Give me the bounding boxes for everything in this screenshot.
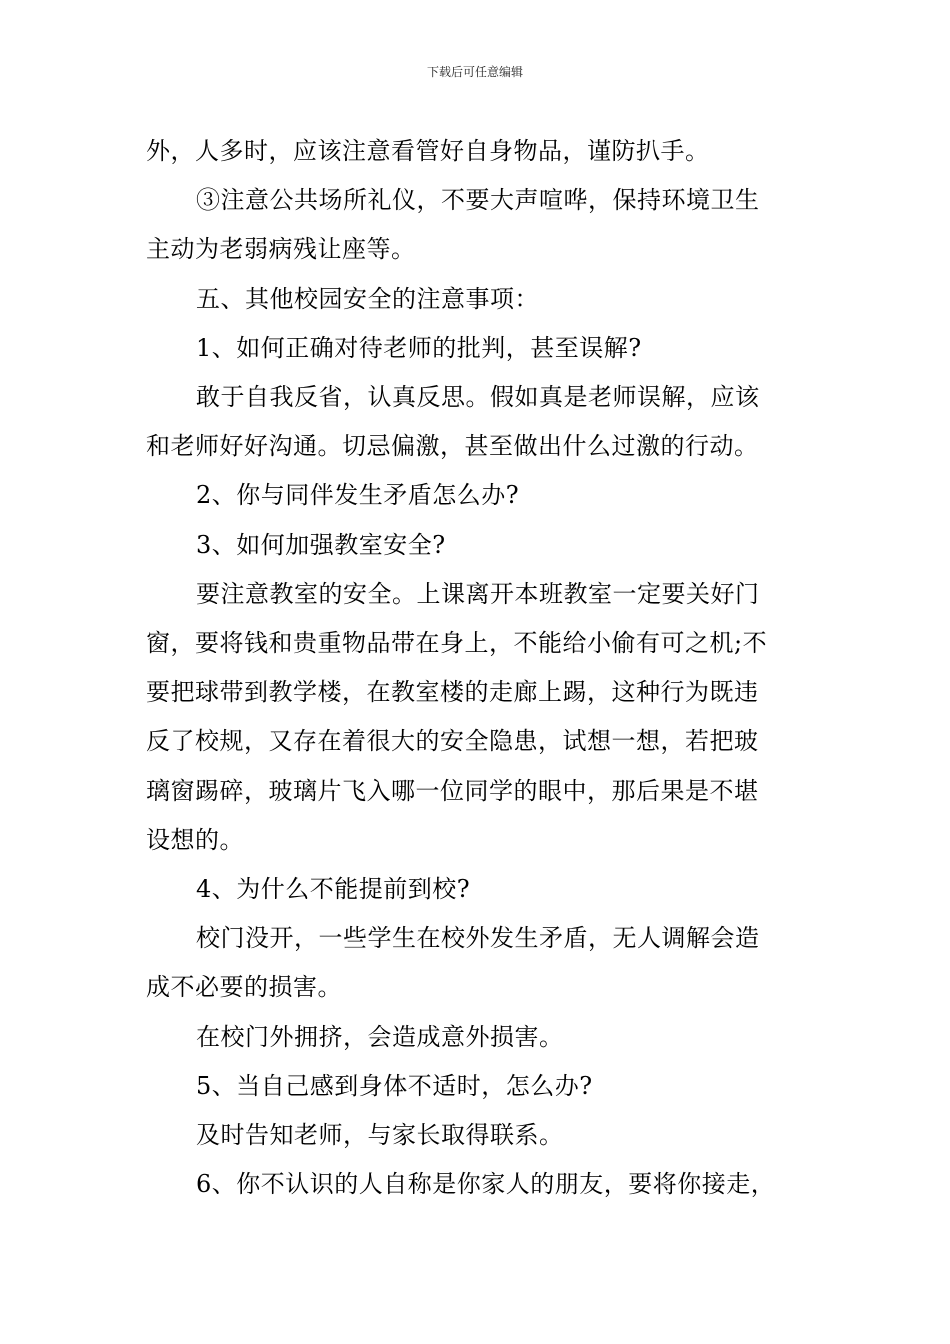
text-line: 要注意教室的安全。上课离开本班教室一定要关好门 [196,579,760,608]
text-line: 反了校规，又存在着很大的安全隐患，试想一想，若把玻 [146,727,759,756]
question-line: 4、为什么不能提前到校? [196,875,471,904]
question-line: 6、你不认识的人自称是你家人的朋友，要将你接走， [196,1170,776,1199]
text-line: 校门没开，一些学生在校外发生矛盾，无人调解会造 [196,924,760,953]
text-line: 设想的。 [146,825,244,854]
document-body [146,127,806,1209]
question-line: 1、如何正确对待老师的批判，甚至误解? [196,333,642,362]
text-line: 及时告知老师，与家长取得联系。 [196,1121,564,1150]
text-line: 要把球带到教学楼，在教室楼的走廊上踢，这种行为既违 [146,678,759,707]
text-line: 璃窗踢碎，玻璃片飞入哪一位同学的眼中，那后果是不堪 [146,776,759,805]
text-line: 成不必要的损害。 [146,973,342,1002]
text-line: 主动为老弱病残让座等。 [146,235,416,264]
text-line: 和老师好好沟通。切忌偏激，甚至做出什么过激的行动。 [146,432,759,461]
question-line: 2、你与同伴发生矛盾怎么办? [196,481,520,510]
question-line: 5、当自己感到身体不适时，怎么办? [196,1071,593,1100]
text-line: 窗，要将钱和贵重物品带在身上，不能给小偷有可之机;不 [146,629,768,658]
text-line: 在校门外拥挤，会造成意外损害。 [196,1022,564,1051]
section-heading: 五、其他校园安全的注意事项： [196,284,539,313]
question-line: 3、如何加强教室安全? [196,530,446,559]
text-line: 外，人多时，应该注意看管好自身物品，谨防扒手。 [146,137,710,165]
text-line: ③注意公共场所礼仪，不要大声喧哗，保持环境卫生 [196,186,760,215]
text-line: 敢于自我反省，认真反思。假如真是老师误解，应该 [196,383,760,412]
page-header: 下载后可任意编辑 [426,65,523,79]
